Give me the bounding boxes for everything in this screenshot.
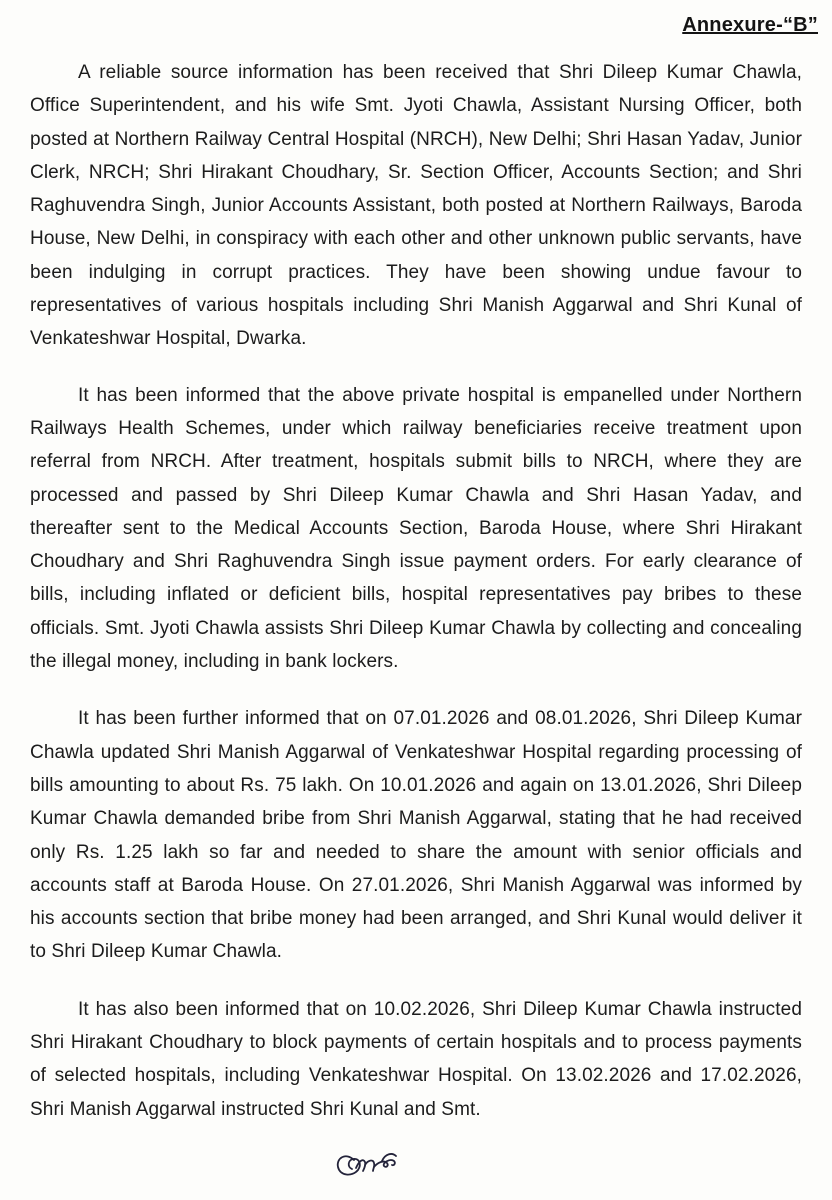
annexure-heading: Annexure-“B” xyxy=(682,14,818,36)
signature-hump-2 xyxy=(365,1161,374,1171)
paragraph-payment-instructions: It has also been informed that on 10.02.2026, Shri Dileep Kumar Chawla instructed Shri Hirakant Choudhary to block payments of certain hospitals and to process payments of selected hospitals, including Venkateshwar Hospital. On 13.02.2026 and 17.02.2026, Shri Manish Aggarwal instructed Shri Kunal and Smt. xyxy=(30,998,802,1120)
paragraph-bribe-demand-timeline: It has been further informed that on 07.01.2026 and 08.01.2026, Shri Dileep Kumar Chawla updated Shri Manish Aggarwal of Venkateshwar Hospital regarding processing of bills amounting to about Rs. 75 lakh. On 10.01.2026 and again on 13.01.2026, Shri Dileep Kumar Chawla demanded bribe from Shri Manish Aggarwal, stating that he had received only Rs. 1.25 lakh so far and needed to share the amount with senior officials and accounts staff at Baroda House. On 27.01.2026, Shri Manish Aggarwal was informed by his accounts section that bribe money had been arranged, and Shri Kunal would deliver it to Shri Dileep Kumar Chawla. xyxy=(30,708,802,963)
signature-tail xyxy=(374,1160,395,1167)
document-body xyxy=(30,56,802,1126)
paragraph-empanelment-details: It has been informed that the above private hospital is empanelled under Northern Railways Health Schemes, under which railway beneficiaries receive treatment upon referral from NRCH. After treatment, hospitals submit bills to NRCH, where they are processed and passed by Shri Dileep Kumar Chawla and Shri Hasan Yadav, and thereafter sent to the Medical Accounts Section, Baroda House, where Shri Hirakant Choudhary and Shri Raghuvendra Singh issue payment orders. For early clearance of bills, including inflated or deficient bills, hospital representatives pay bribes to these officials. Smt. Jyoti Chawla assists Shri Dileep Kumar Chawla by collecting and concealing the illegal money, including in bank lockers. xyxy=(30,384,802,673)
signature-initials xyxy=(332,1134,412,1184)
paragraph-source-information: A reliable source information has been received that Shri Dileep Kumar Chawla, Office Superintendent, and his wife Smt. Jyoti Chawla, Assistant Nursing Officer, both posted at Northern Railway Central Hospital (NRCH), New Delhi; Shri Hasan Yadav, Junior Clerk, NRCH; Shri Hirakant Choudhary, Sr. Section Officer, Accounts Section; and Shri Raghuvendra Singh, Junior Accounts Assistant, both posted at Northern Railways, Baroda House, New Delhi, in conspiracy with each other and other unknown public servants, have been indulging in corrupt practices. They have been showing undue favour to representatives of various hospitals including Shri Manish Aggarwal and Shri Kunal of Venkateshwar Hospital, Dwarka. xyxy=(30,62,802,350)
